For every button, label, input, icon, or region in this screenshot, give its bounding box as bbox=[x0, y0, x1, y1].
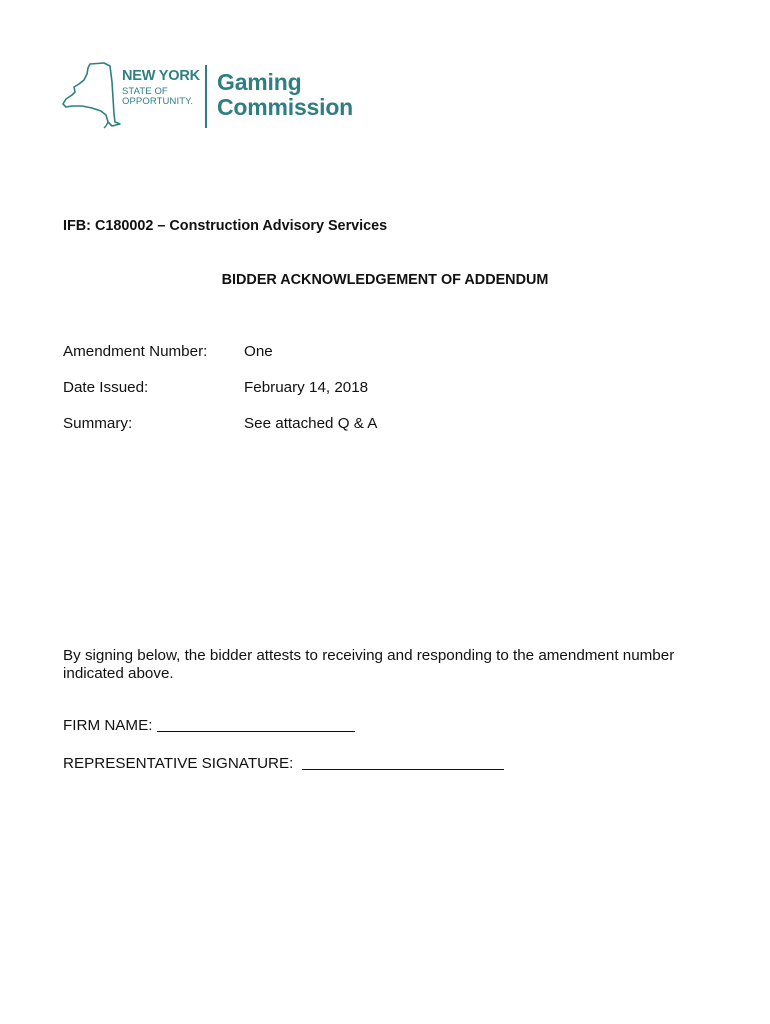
attestation-paragraph: By signing below, the bidder attests to receiving and responding to the amendment number indicated above. bbox=[63, 647, 675, 682]
nys-gaming-commission-logo bbox=[60, 62, 360, 132]
new-york-state-wordmark bbox=[122, 69, 200, 107]
date-issued-value: February 14, 2018 bbox=[244, 379, 369, 396]
date-issued-label: Date Issued: bbox=[63, 379, 149, 396]
document-heading: BIDDER ACKNOWLEDGEMENT OF ADDENDUM bbox=[221, 272, 549, 288]
logo-agency-line2: Commission bbox=[217, 94, 354, 120]
firm-name-label: FIRM NAME: bbox=[63, 717, 153, 734]
summary-value: See attached Q & A bbox=[244, 415, 378, 432]
logo-agency-line1: Gaming bbox=[217, 69, 302, 95]
logo-state-line3: OPPORTUNITY. bbox=[122, 96, 194, 107]
amendment-number-value: One bbox=[244, 343, 273, 360]
ifb-title: IFB: C180002 – Construction Advisory Services bbox=[63, 218, 388, 234]
signature-blank[interactable] bbox=[302, 754, 504, 770]
logo-state-name: NEW YORK bbox=[122, 68, 200, 84]
new-york-state-outline-icon bbox=[60, 62, 122, 132]
amendment-number-label: Amendment Number: bbox=[63, 343, 208, 360]
summary-label: Summary: bbox=[63, 415, 133, 432]
logo-divider bbox=[205, 65, 207, 128]
firm-name-blank[interactable] bbox=[157, 716, 355, 732]
firm-name-line bbox=[63, 716, 355, 734]
representative-signature-line bbox=[63, 754, 504, 772]
signature-label: REPRESENTATIVE SIGNATURE: bbox=[63, 755, 294, 772]
gaming-commission-wordmark bbox=[217, 70, 353, 120]
logo-state-line2: STATE OF bbox=[122, 85, 168, 97]
